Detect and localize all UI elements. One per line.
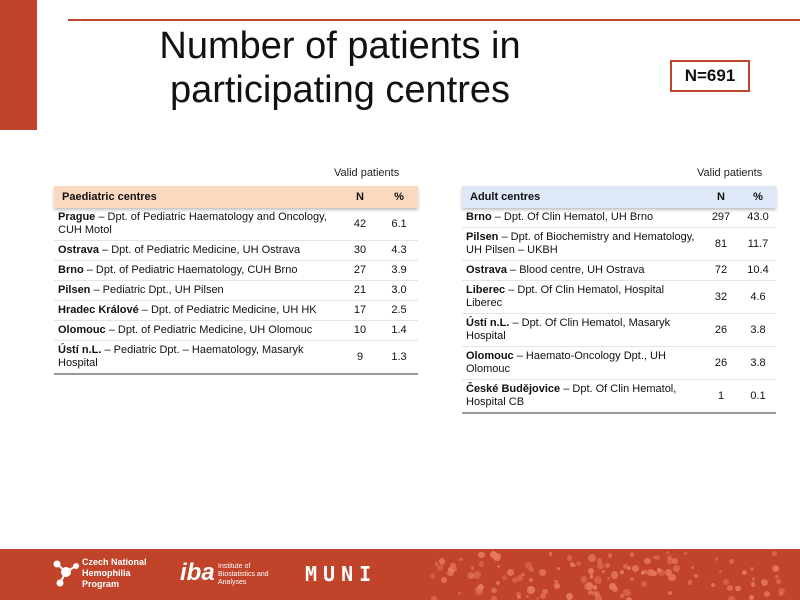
paediatric-row <box>54 321 418 341</box>
centre-city: Pilsen <box>58 284 91 296</box>
adult-n-cell: 1 <box>702 380 740 414</box>
footer-dot <box>658 569 665 576</box>
footer-dot <box>491 588 497 594</box>
adult-n-cell: 297 <box>702 208 740 228</box>
footer-dot <box>430 573 435 578</box>
footer-dot <box>608 553 612 557</box>
paediatric-header-n: N <box>340 186 380 208</box>
centre-department: – Haemato-Oncology Dpt., UH Olomouc <box>466 350 666 375</box>
footer-dot <box>595 595 602 600</box>
iba-logo-mark: iba <box>180 559 215 586</box>
paediatric-pct-cell: 3.0 <box>380 281 418 301</box>
centre-city: Pilsen <box>466 231 499 243</box>
footer-dot <box>644 558 650 564</box>
top-rule <box>68 19 800 21</box>
cnhp-logo-text: Czech National Hemophilia Program <box>82 557 147 589</box>
adult-header-centre: Adult centres <box>462 186 702 208</box>
footer-dot <box>542 589 547 594</box>
adult-header-n: N <box>702 186 740 208</box>
adult-n-cell: 81 <box>702 228 740 261</box>
footer-dot <box>567 555 573 561</box>
adult-pct-cell: 0.1 <box>740 380 776 414</box>
footer-dot <box>729 559 734 564</box>
cnhp-logo <box>52 557 147 593</box>
adult-centre-cell <box>462 228 702 261</box>
footer-dot <box>491 596 496 600</box>
footer-dot <box>529 567 534 572</box>
molecule-icon <box>52 557 80 587</box>
side-accent-bar <box>0 0 37 130</box>
centre-city: Brno <box>466 211 492 223</box>
centre-department: – Dpt. of Pediatric Medicine, UH Olomouc <box>105 324 313 336</box>
footer-dot <box>623 589 630 596</box>
paediatric-row <box>54 281 418 301</box>
paediatric-row <box>54 241 418 261</box>
paediatric-centre-cell <box>54 281 340 301</box>
adult-row <box>462 314 776 347</box>
footer-dot <box>497 565 500 568</box>
footer-dot <box>620 570 624 574</box>
footer-dot <box>590 576 593 579</box>
footer-dot <box>665 569 672 576</box>
paediatric-centre-cell <box>54 341 340 375</box>
adult-row <box>462 281 776 314</box>
centre-city: Olomouc <box>58 324 106 336</box>
footer-dot <box>588 568 594 574</box>
paediatric-pct-cell: 4.3 <box>380 241 418 261</box>
centre-department: – Dpt. Of Clin Hematol, Hospital Liberec <box>466 284 665 309</box>
footer-dot <box>620 594 623 597</box>
footer-dot <box>626 597 632 600</box>
footer-dot <box>431 596 437 600</box>
adult-centre-cell <box>462 347 702 380</box>
centre-department: – Dpt. of Pediatric Medicine, UH Ostrava <box>98 244 301 256</box>
centre-department: – Dpt. Of Clin Hematol, Masaryk Hospital <box>466 317 671 342</box>
footer-dot <box>588 554 596 562</box>
footer-dot <box>751 582 756 587</box>
muni-logo: MUNI <box>305 562 378 586</box>
paediatric-row <box>54 301 418 321</box>
paediatric-row <box>54 261 418 281</box>
centre-department: – Pediatric Dpt., UH Pilsen <box>90 284 224 296</box>
footer-dot <box>772 565 779 572</box>
footer-dot <box>502 575 507 580</box>
adult-centre-cell <box>462 208 702 228</box>
paediatric-table <box>54 186 418 375</box>
adult-centre-cell <box>462 314 702 347</box>
footer-dot <box>521 573 524 576</box>
adult-row <box>462 261 776 281</box>
centre-city: Hradec Králové <box>58 304 139 316</box>
adult-n-cell: 32 <box>702 281 740 314</box>
adult-pct-cell: 43.0 <box>740 208 776 228</box>
adult-header-pct: % <box>740 186 776 208</box>
footer-dot <box>512 577 518 583</box>
footer-dot <box>597 563 604 570</box>
footer-dot <box>602 570 605 573</box>
footer-dot <box>478 552 485 559</box>
centre-department: – Dpt. Of Clin Hematol, UH Brno <box>491 211 654 223</box>
paediatric-row <box>54 341 418 375</box>
centre-department: – Pediatric Dpt. – Haematology, Masaryk Hospital <box>58 344 304 369</box>
footer-dot <box>668 591 672 595</box>
centre-city: Brno <box>58 264 84 276</box>
centre-department: – Blood centre, UH Ostrava <box>506 264 645 276</box>
footer-dot <box>623 564 628 569</box>
adult-pct-cell: 3.8 <box>740 314 776 347</box>
paediatric-row <box>54 208 418 241</box>
footer-dot <box>715 557 719 561</box>
footer-dot <box>750 567 754 571</box>
total-n-badge: N=691 <box>670 60 750 92</box>
paediatric-n-cell: 10 <box>340 321 380 341</box>
centre-department: – Dpt. Of Clin Hematol, Hospital CB <box>466 383 677 408</box>
adult-row <box>462 208 776 228</box>
footer-dot <box>467 572 474 579</box>
paediatric-centre-cell <box>54 208 340 241</box>
footer-dot <box>749 595 754 600</box>
paediatric-pct-cell: 1.4 <box>380 321 418 341</box>
footer-dot <box>441 577 448 584</box>
paediatric-centre-cell <box>54 261 340 281</box>
footer-dot <box>554 583 560 589</box>
centre-city: Olomouc <box>466 350 514 362</box>
adult-pct-cell: 10.4 <box>740 261 776 281</box>
paediatric-pct-cell: 2.5 <box>380 301 418 321</box>
centre-city: Ústí n.L. <box>58 344 102 356</box>
adult-n-cell: 26 <box>702 314 740 347</box>
footer-dot <box>719 570 722 573</box>
page-title: Number of patients in participating centres <box>159 25 521 111</box>
footer-dot <box>772 551 777 556</box>
adult-valid-label: Valid patients <box>697 167 763 179</box>
footer-dot <box>641 581 646 586</box>
paediatric-n-cell: 17 <box>340 301 380 321</box>
footer-dot <box>632 565 639 572</box>
footer-dot <box>694 574 698 578</box>
paediatric-n-cell: 27 <box>340 261 380 281</box>
footer-dot <box>612 586 618 592</box>
paediatric-n-cell: 9 <box>340 341 380 375</box>
centre-city: Prague <box>58 211 96 223</box>
footer-dot <box>666 551 669 554</box>
footer-dot <box>557 567 560 570</box>
adult-row <box>462 228 776 261</box>
footer-dot <box>776 579 781 584</box>
paediatric-centre-cell <box>54 241 340 261</box>
paediatric-header-pct: % <box>380 186 418 208</box>
paediatric-pct-cell: 6.1 <box>380 208 418 241</box>
footer-dot <box>594 576 602 584</box>
footer-dot <box>526 595 529 598</box>
centre-city: Ústí n.L. <box>466 317 510 329</box>
footer-dot <box>727 585 733 591</box>
footer-dot <box>539 569 547 577</box>
adult-centre-cell <box>462 261 702 281</box>
footer-dot <box>458 592 461 595</box>
footer-dot <box>728 596 735 600</box>
adult-centre-cell <box>462 380 702 414</box>
footer-dot <box>775 575 778 578</box>
adult-centre-cell <box>462 281 702 314</box>
centre-city: České Budějovice <box>466 383 561 395</box>
adult-n-cell: 72 <box>702 261 740 281</box>
paediatric-pct-cell: 1.3 <box>380 341 418 375</box>
footer-dot <box>437 565 443 571</box>
footer-dot <box>607 577 611 581</box>
centre-city: Ostrava <box>466 264 507 276</box>
footer-dot <box>651 571 656 576</box>
footer-dot <box>576 561 581 566</box>
paediatric-centre-cell <box>54 301 340 321</box>
adult-pct-cell: 4.6 <box>740 281 776 314</box>
centre-department: – Dpt. of Biochemistry and Hematology, UH Pilsen – UKBH <box>466 231 695 256</box>
footer-dot <box>581 576 587 582</box>
footer-dot <box>517 595 521 599</box>
footer-dot <box>479 561 484 566</box>
footer-dot <box>711 583 715 587</box>
footer-dot <box>527 586 534 593</box>
footer-dot <box>611 571 618 578</box>
paediatric-pct-cell: 3.9 <box>380 261 418 281</box>
footer-dot <box>549 552 552 555</box>
footer-dot <box>473 571 481 579</box>
footer-dot <box>735 586 741 592</box>
footer-bar <box>0 549 800 600</box>
paediatric-n-cell: 42 <box>340 208 380 241</box>
footer-dot <box>529 578 533 582</box>
paediatric-valid-label: Valid patients <box>334 167 400 179</box>
footer-dot <box>507 569 513 575</box>
paediatric-header-row <box>54 186 418 208</box>
footer-dot <box>723 579 729 585</box>
adult-row <box>462 347 776 380</box>
footer-dot <box>673 565 680 572</box>
footer-dot <box>593 585 598 590</box>
footer-dot <box>478 584 484 590</box>
adult-pct-cell: 11.7 <box>740 228 776 261</box>
adult-row <box>462 380 776 414</box>
footer-dot <box>688 580 692 584</box>
footer-dot <box>742 570 747 575</box>
iba-logo-text: Institute of Biostatistics and Analyses <box>218 563 269 586</box>
footer-dot <box>764 591 771 598</box>
footer-dot <box>471 566 475 570</box>
paediatric-header-centre: Paediatric centres <box>54 186 340 208</box>
footer-dot <box>630 552 635 557</box>
footer-dot <box>605 563 610 568</box>
footer-dot <box>752 577 755 580</box>
adult-header-row <box>462 186 776 208</box>
footer-dot <box>779 592 783 596</box>
adult-table <box>462 186 776 414</box>
footer-dot <box>684 552 688 556</box>
centre-department: – Dpt. of Pediatric Medicine, UH HK <box>138 304 317 316</box>
footer-dot <box>667 558 673 564</box>
paediatric-n-cell: 30 <box>340 241 380 261</box>
adult-pct-cell: 3.8 <box>740 347 776 380</box>
adult-n-cell: 26 <box>702 347 740 380</box>
centre-city: Ostrava <box>58 244 99 256</box>
footer-dot <box>761 579 768 586</box>
footer-dot <box>566 593 573 600</box>
paediatric-n-cell: 21 <box>340 281 380 301</box>
paediatric-centre-cell <box>54 321 340 341</box>
footer-dot <box>630 577 634 581</box>
footer-dot <box>641 571 644 574</box>
footer-dot <box>459 558 463 562</box>
footer-dot <box>496 581 500 585</box>
centre-department: – Dpt. of Pediatric Haematology, CUH Brno <box>83 264 298 276</box>
centre-department: – Dpt. of Pediatric Haematology and Oncology, CUH Motol <box>58 211 327 236</box>
footer-dot <box>450 563 455 568</box>
footer-dot <box>691 566 694 569</box>
footer-dot <box>439 558 446 565</box>
centre-city: Liberec <box>466 284 506 296</box>
